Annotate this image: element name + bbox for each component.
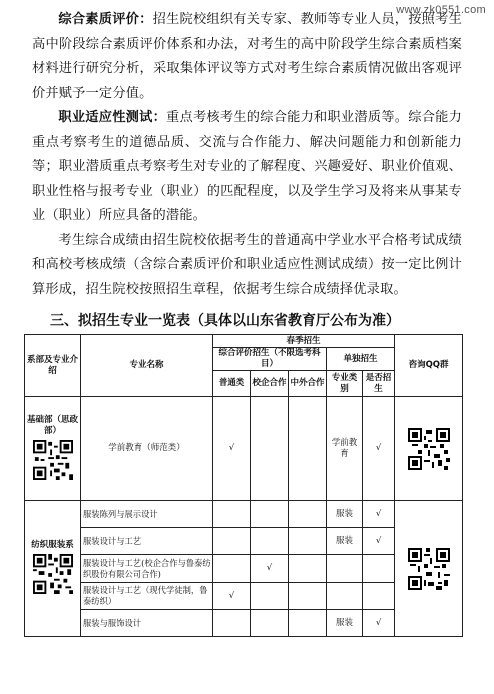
xiaoqi-cell — [251, 583, 289, 610]
zhongwai-cell — [289, 528, 327, 555]
major-cell: 服装与服饰设计 — [81, 610, 213, 637]
header-dept: 系部及专业介绍 — [25, 335, 81, 397]
qr-code-icon — [33, 554, 73, 594]
qr-code-icon — [408, 428, 450, 470]
major-cell: 学前教育（师范类） — [81, 397, 213, 501]
shifou-cell — [363, 583, 395, 610]
xiaoqi-cell — [251, 397, 289, 501]
table-row — [25, 501, 463, 528]
leibie-cell — [327, 583, 363, 610]
major-cell: 服装设计与工艺(校企合作与鲁泰纺织股份有限公司合作) — [81, 555, 213, 583]
leibie-cell: 服装 — [327, 528, 363, 555]
header-leibie: 专业类别 — [327, 371, 363, 397]
header-qq: 咨询QQ群 — [395, 335, 463, 397]
paragraph-lead: 职业适应性测试： — [58, 110, 167, 125]
paragraph-lead: 综合素质评价： — [58, 12, 153, 27]
section-title: 三、拟招生专业一览表（具体以山东省教育厅公布为准） — [50, 313, 400, 329]
qq-cell — [395, 501, 463, 637]
xiaoqi-cell — [251, 528, 289, 555]
xiaoqi-cell — [251, 501, 289, 528]
leibie-cell: 服装 — [327, 501, 363, 528]
paragraph-text: 招生院校组织有关专家、教师等专业人员，按照考生高中阶段综合素质评价体系和办法，对考生的高中阶段学生综合素质档案材料进行研究分析，采取集体评议等方式对考生综合素质情况做出客观评价并赋予一定分值。 — [32, 12, 462, 101]
header-zhongwai: 中外合作 — [289, 371, 327, 397]
paragraph-final-score — [32, 229, 462, 303]
zhongwai-cell — [289, 610, 327, 637]
xiaoqi-cell: √ — [251, 555, 289, 583]
document-body — [26, 8, 462, 637]
putong-cell — [213, 555, 251, 583]
major-cell: 服装设计与工艺 — [81, 528, 213, 555]
zhongwai-cell — [289, 397, 327, 501]
putong-cell — [213, 528, 251, 555]
dept-cell — [25, 501, 81, 637]
dept-cell — [25, 397, 81, 501]
shifou-cell: √ — [363, 610, 395, 637]
dept-name: 基础部（思政部） — [26, 414, 78, 436]
qr-code-icon — [408, 548, 450, 590]
shifou-cell: √ — [363, 397, 395, 501]
paragraph-text: 重点考核考生的综合能力和职业潜质等。综合能力重点考察考生的道德品质、交流与合作能力、解决问题能力和创新能力等；职业潜质重点考察考生对专业的了解程度、兴趣爱好、职业价值观、职业性格与报考专业（职业）的匹配程度，以及学生学习及将来从事某专业（职业）所应具备的潜能。 — [32, 110, 462, 223]
zhongwai-cell — [289, 501, 327, 528]
putong-cell — [213, 501, 251, 528]
putong-cell: √ — [213, 583, 251, 610]
majors-table — [24, 334, 463, 637]
qq-cell — [395, 397, 463, 501]
shifou-cell: √ — [363, 501, 395, 528]
xiaoqi-cell — [251, 610, 289, 637]
putong-cell: √ — [213, 397, 251, 501]
paragraph-vocational-test — [32, 106, 462, 229]
header-xiaoqi: 校企合作 — [251, 371, 289, 397]
zhongwai-cell — [289, 583, 327, 610]
header-zonghe: 综合评价招生（不限选考科目） — [213, 348, 327, 371]
qr-code-icon — [33, 440, 73, 480]
paragraph-comprehensive-evaluation — [32, 8, 462, 106]
leibie-cell: 服装 — [327, 610, 363, 637]
shifou-cell: √ — [363, 528, 395, 555]
site-watermark: www.zk0551.com — [396, 4, 486, 16]
paragraph-text: 考生综合成绩由招生院校依据考生的普通高中学业水平合格考试成绩和高校考核成绩（含综合素质评价和职业适应性测试成绩）按一定比例计算形成，招生院校按照招生章程，依据考生综合成绩择优录取。 — [32, 232, 462, 297]
putong-cell — [213, 610, 251, 637]
leibie-cell: 学前教育 — [327, 397, 363, 501]
header-danzhao: 单独招生 — [327, 348, 395, 371]
zhongwai-cell — [289, 555, 327, 583]
shifou-cell — [363, 555, 395, 583]
dept-name: 纺织服装系 — [31, 540, 74, 550]
major-cell: 服装陈列与展示设计 — [81, 501, 213, 528]
header-shifou: 是否招生 — [363, 371, 395, 397]
header-spring: 春季招生 — [213, 335, 395, 348]
header-major: 专业名称 — [81, 335, 213, 397]
header-putong: 普通类 — [213, 371, 251, 397]
table-row — [25, 397, 463, 501]
major-cell: 服装设计与工艺（现代学徒制，鲁泰纺织） — [81, 583, 213, 610]
leibie-cell — [327, 555, 363, 583]
